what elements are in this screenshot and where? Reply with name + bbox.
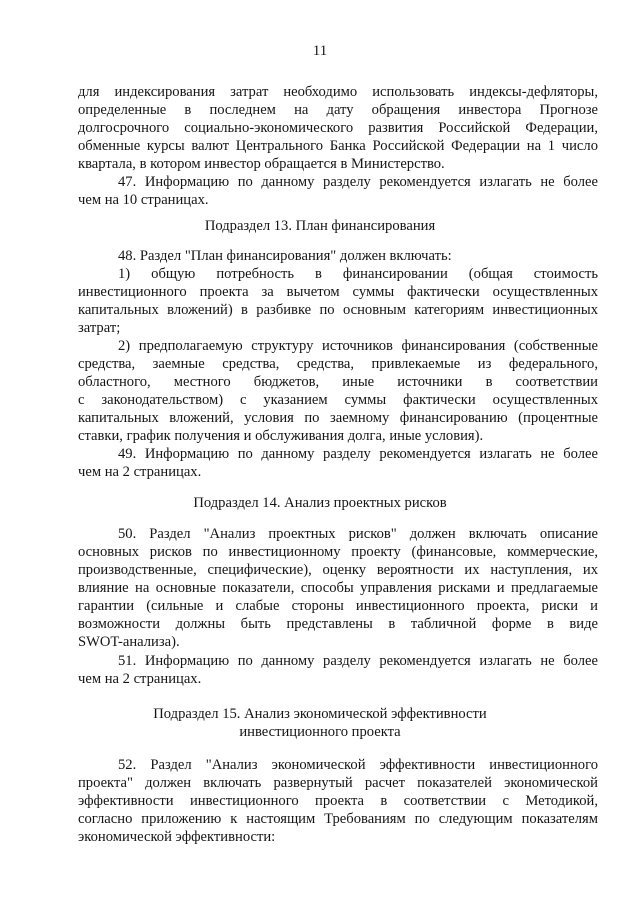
text-line: гарантии (сильные и слабые стороны инвестиционного проекта, риски и <box>78 598 598 614</box>
text-line: чем на 2 страницах. <box>78 464 202 480</box>
page-number: 11 <box>312 43 328 59</box>
text-line: с законодательством) с указанием суммы фактически осуществленных <box>78 392 598 408</box>
text-line: влияние на основные показатели, способы управления рисками и предлагаемые <box>78 580 598 596</box>
text-line: 2) предполагаемую структуру источников финансирования (собственные <box>118 338 598 354</box>
subsection-heading: инвестиционного проекта <box>239 724 401 740</box>
text-line: эффективности инвестиционного проекта в соответствии с Методикой, <box>78 793 598 809</box>
text-line: SWOT-анализа). <box>78 634 180 650</box>
text-line: затрат; <box>78 320 121 336</box>
text-line: 47. Информацию по данному разделу рекомендуется излагать не более <box>118 174 598 190</box>
text-line: проекта" должен включать развернутый расчет показателей экономической <box>78 775 598 791</box>
text-line: капитальных вложений) в разбивке по основным категориям инвестиционных <box>78 302 598 318</box>
text-line: для индексирования затрат необходимо использовать индексы-дефляторы, <box>78 84 598 100</box>
text-line: долгосрочного социально-экономического развития Российской Федерации, <box>78 120 598 136</box>
text-line: производственные, специфические), оценку вероятности их наступления, их <box>78 562 598 578</box>
text-line: чем на 10 страницах. <box>78 192 209 208</box>
text-line: экономической эффективности: <box>78 829 276 845</box>
text-line: 50. Раздел "Анализ проектных рисков" должен включать описание <box>118 526 598 542</box>
text-line: основных рисков по инвестиционному проекту (финансовые, коммерческие, <box>78 544 598 560</box>
text-line: инвестиционного проекта за вычетом суммы фактически осуществленных <box>78 284 598 300</box>
text-line: определенные в последнем на дату обращения инвестора Прогнозе <box>78 102 598 118</box>
text-line: квартала, в котором инвестор обращается в Министерство. <box>78 156 445 172</box>
subsection-heading: Подраздел 15. Анализ экономической эффективности <box>153 706 487 722</box>
text-line: 1) общую потребность в финансировании (общая стоимость <box>118 266 598 282</box>
text-line: капитальных вложений, условия по заемному финансированию (процентные <box>78 410 598 426</box>
text-line: чем на 2 страницах. <box>78 671 202 687</box>
text-line: 51. Информацию по данному разделу рекомендуется излагать не более <box>118 653 598 669</box>
subsection-heading: Подраздел 13. План финансирования <box>204 218 436 234</box>
text-line: обменные курсы валют Центрального Банка Российской Федерации на 1 число <box>78 138 598 154</box>
text-line: 49. Информацию по данному разделу рекомендуется излагать не более <box>118 446 598 462</box>
text-line: 48. Раздел "План финансирования" должен включать: <box>118 248 452 264</box>
text-line: средства, заемные средства, средства, привлекаемые из федерального, <box>78 356 598 372</box>
text-line: 52. Раздел "Анализ экономической эффективности инвестиционного <box>118 757 598 773</box>
text-line: ставки, график получения и обслуживания долга, иные условия). <box>78 428 484 444</box>
subsection-heading: Подраздел 14. Анализ проектных рисков <box>193 495 447 511</box>
text-line: областного, местного бюджетов, иные источники в соответствии <box>78 374 598 390</box>
text-line: согласно приложению к настоящим Требованиям по следующим показателям <box>78 811 598 827</box>
text-line: возможности должны быть представлены в табличной форме в виде <box>78 616 598 632</box>
